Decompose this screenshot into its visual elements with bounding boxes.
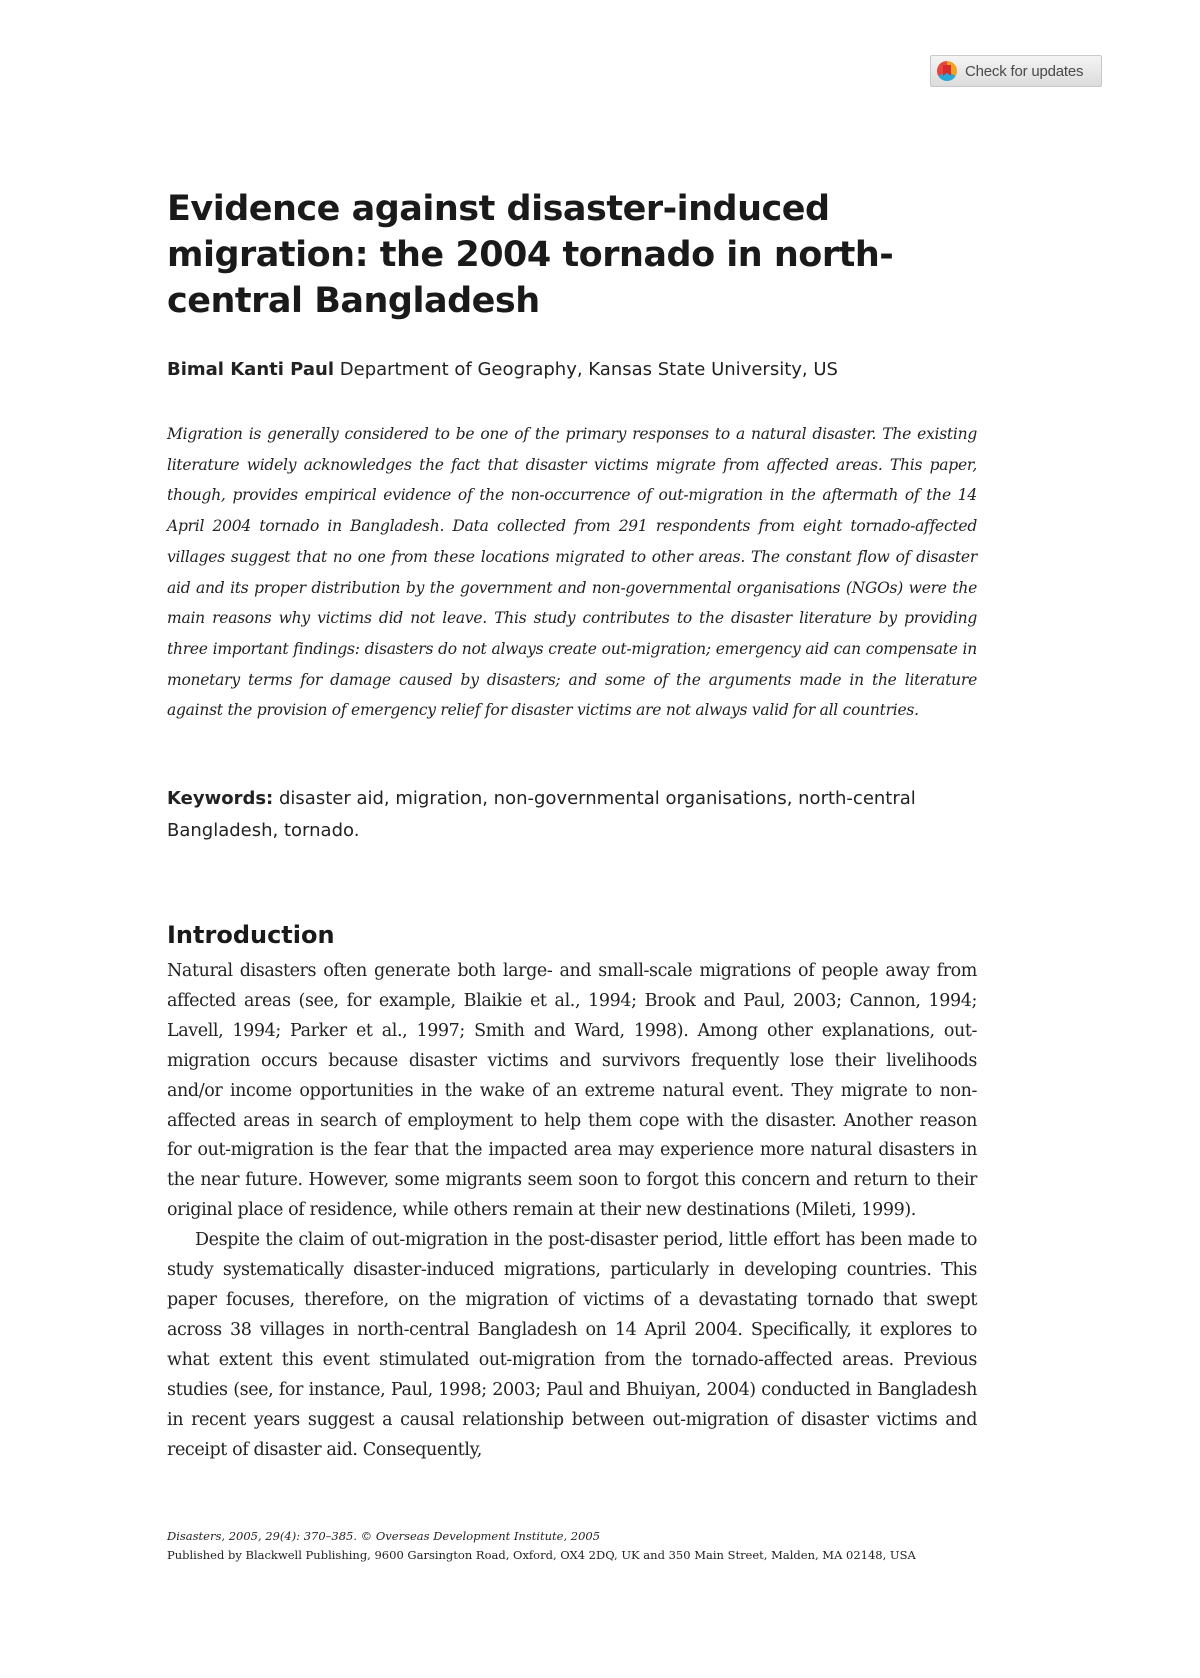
keywords-label: Keywords: [167,788,274,809]
article-title: Evidence against disaster-induced migration: the 2004 tornado in north-central Bangladesh [167,189,894,321]
crossmark-icon [937,61,957,81]
author-name: Bimal Kanti Paul [167,359,335,380]
introduction-body [167,957,977,1465]
body-paragraph: Despite the claim of out-migration in the post-disaster period, little effort has been made to study systematically disaster-induced migrations, particularly in developing countries. This paper focuses, therefore, on the migration of victims of a devastating tornado that swept across 38 villages in north-central Bangladesh on 14 April 2004. Specifically, it explores to what extent this event stimulated out-migration from the tornado-affected areas. Previous studies (see, for instance, Paul, 1998; 2003; Paul and Bhuiyan, 2004) conducted in Bangladesh in recent years suggest a causal relationship between out-migration of disaster victims and receipt of disaster aid. Consequently, [167,1230,977,1460]
page-footer [167,1527,987,1565]
journal-citation: Disasters, 2005, 29(4): 370–385. © Overseas Development Institute, 2005 [167,1529,601,1543]
author-affiliation: Department of Geography, Kansas State University, US [339,359,838,380]
author-line [167,358,838,382]
abstract: Migration is generally considered to be one of the primary responses to a natural disaster. The existing literature widely acknowledges the fact that disaster victims migrate from affected areas. This paper, though, provides empirical evidence of the non-occurrence of out-migration in the aftermath of the 14 April 2004 tornado in Bangladesh. Data collected from 291 respondents from eight tornado-affected villages suggest that no one from these locations migrated to other areas. The constant flow of disaster aid and its proper distribution by the government and non-governmental organisations (NGOs) were the main reasons why victims did not leave. This study contributes to the disaster literature by providing three important findings: disasters do not always create out-migration; emergency aid can compensate in monetary terms for damage caused by disasters; and some of the arguments made in the literature against the provision of emergency relief for disaster victims are not always valid for all countries. [167,425,977,720]
check-for-updates-button[interactable] [930,55,1102,87]
check-for-updates-label: Check for updates [965,62,1084,80]
keywords-list: disaster aid, migration, non-governmental organisations, north-central Bangladesh, tornado. [167,788,916,841]
section-heading-introduction: Introduction [167,921,335,949]
publisher-line: Published by Blackwell Publishing, 9600 Garsington Road, Oxford, OX4 2DQ, UK and 350 Main Street, Malden, MA 02148, USA [167,1548,916,1562]
keywords [167,783,977,847]
body-paragraph: Natural disasters often generate both large- and small-scale migrations of people away from affected areas (see, for example, Blaikie et al., 1994; Brook and Paul, 2003; Cannon, 1994; Lavell, 1994; Parker et al., 1997; Smith and Ward, 1998). Among other explanations, out-migration occurs because disaster victims and survivors frequently lose their livelihoods and/or income opportunities in the wake of an extreme natural event. They migrate to non-affected areas in search of employment to help them cope with the disaster. Another reason for out-migration is the fear that the impacted area may experience more natural disasters in the near future. However, some migrants seem soon to forgot this concern and return to their original place of residence, while others remain at their new destinations (Mileti, 1999). [167,961,977,1221]
